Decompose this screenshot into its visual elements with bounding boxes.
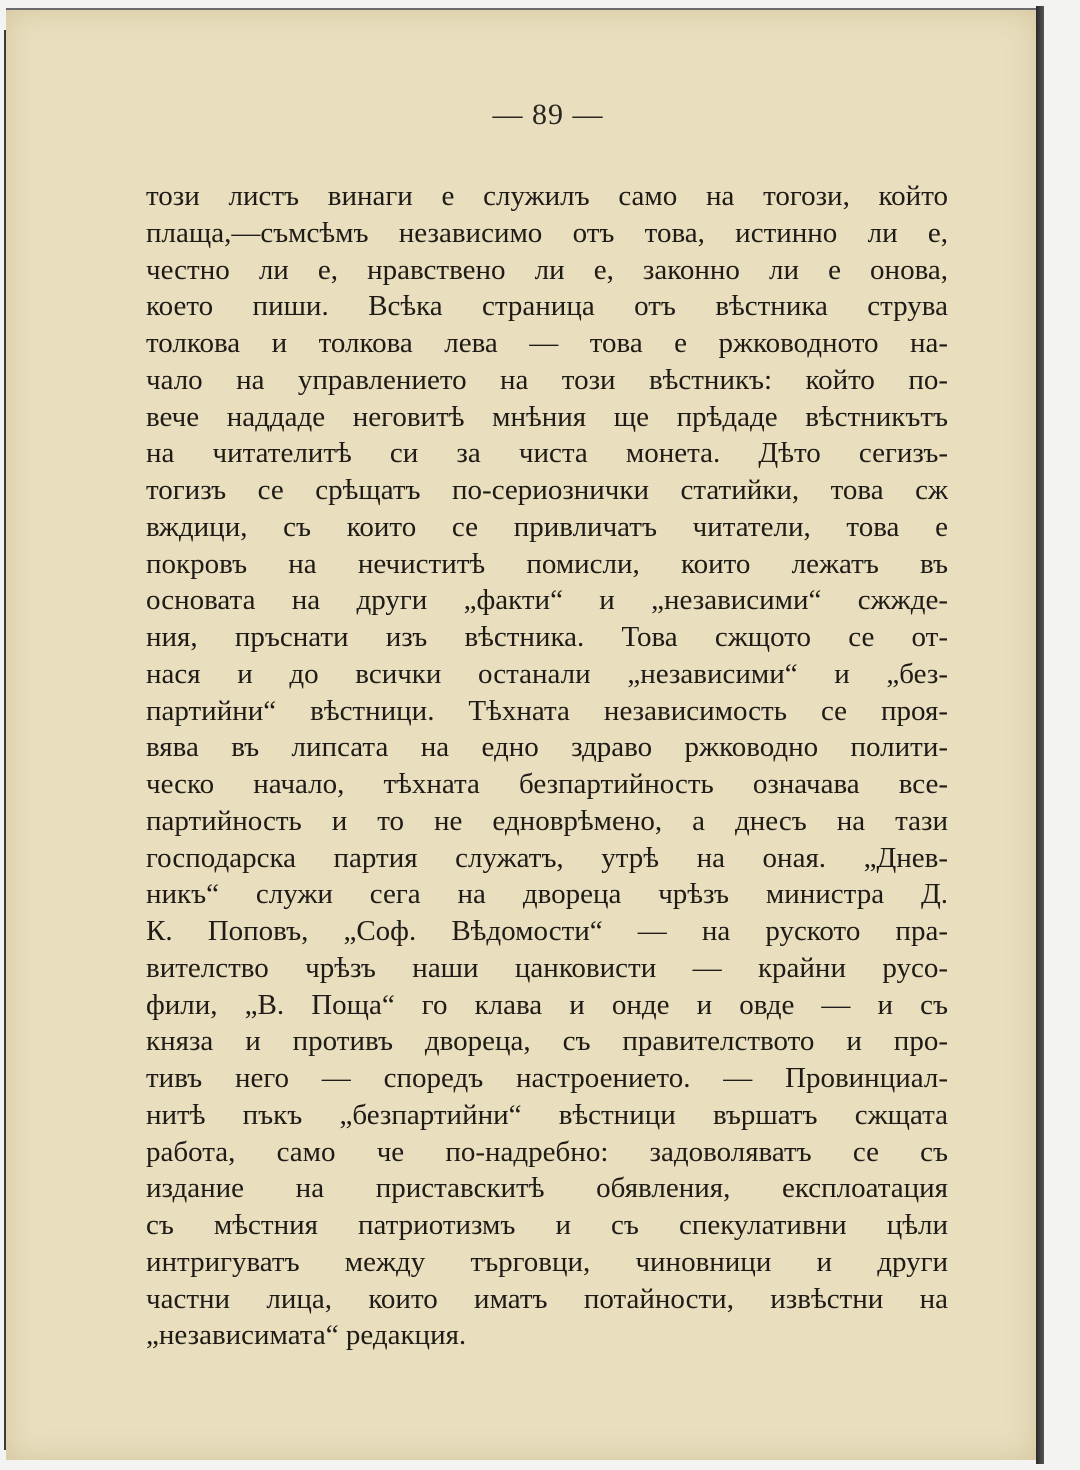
text-line: К. Поповъ, „Соф. Вѣдомости“ — на руското пра- <box>146 915 948 947</box>
text-line: интригуватъ между търговци, чиновници и други <box>146 1245 948 1278</box>
text-line: партийни“ вѣстници. Тѣхната независимость се проя- <box>146 694 948 727</box>
text-line: нитѣ пъкъ „безпартийни“ вѣстници вършатъ сжщата <box>146 1098 948 1131</box>
text-line: честно ли е, нравствено ли е, законно ли е онова, <box>146 253 948 286</box>
text-line: този листъ винаги е служилъ само на тогози, който <box>146 180 948 212</box>
text-line: нася и до всички останали „независими“ и „без- <box>146 657 948 690</box>
text-line: никъ“ служи сега на двореца чрѣзъ министра Д. <box>146 878 948 911</box>
text-line: издание на приставскитѣ обявления, експлоатация <box>146 1172 948 1205</box>
page-number: — 89 — <box>492 98 604 131</box>
text-line: ческо начало, тѣхната безпартийность означава все- <box>146 768 948 800</box>
text-line: на читателитѣ си за чиста монета. Дѣто сегизъ- <box>146 437 948 470</box>
text-line: тивъ него — споредъ настроението. — Провинциал- <box>146 1062 948 1094</box>
text-line: съ мѣстния патриотизмъ и съ спекулативни цѣли <box>146 1209 948 1241</box>
body-text <box>146 178 948 1354</box>
text-line: частни лица, които иматъ потайности, извѣстни на <box>146 1282 948 1315</box>
text-line: фили, „В. Поща“ го клава и онде и овде — и съ <box>146 988 948 1021</box>
text-line: тогизъ се срѣщатъ по-сериознички статийки, това сж <box>146 474 948 506</box>
text-line: вече наддаде неговитѣ мнѣния ще прѣдаде вѣстникътъ <box>146 400 948 433</box>
text-line: плаща,—съмсѣмъ независимо отъ това, истинно ли е, <box>146 216 948 249</box>
text-line: покровъ на нечиститѣ помисли, които лежатъ въ <box>146 547 948 580</box>
text-line: ния, пръснати изъ вѣстника. Това сжщото се от- <box>146 621 948 653</box>
text-line: партийность и то не едноврѣмено, а днесъ на тази <box>146 804 948 837</box>
text-line: вждици, съ които се привличатъ читатели, това е <box>146 510 948 543</box>
page-right-edge <box>1036 6 1044 1464</box>
text-line: толкова и толкова лева — това е ржководното на- <box>146 327 948 359</box>
text-line: господарска партия служатъ, утрѣ на оная. „Днев- <box>146 841 948 874</box>
text-line: работа, само че по-надребно: задоволяватъ се съ <box>146 1135 948 1168</box>
text-line: което пиши. Всѣка страница отъ вѣстника струва <box>146 290 948 323</box>
text-line: вява въ липсата на едно здраво ржководно полити- <box>146 731 948 764</box>
text-line: основата на други „факти“ и „независими“ сжжде- <box>146 584 948 617</box>
text-line: вителство чрѣзъ наши цанковисти — крайни русо- <box>146 951 948 984</box>
text-line: княза и противъ двореца, съ правителството и про- <box>146 1025 948 1058</box>
text-line: „независимата“ редакция. <box>146 1319 467 1352</box>
text-line: чало на управлението на този вѣстникъ: който по- <box>146 363 948 396</box>
